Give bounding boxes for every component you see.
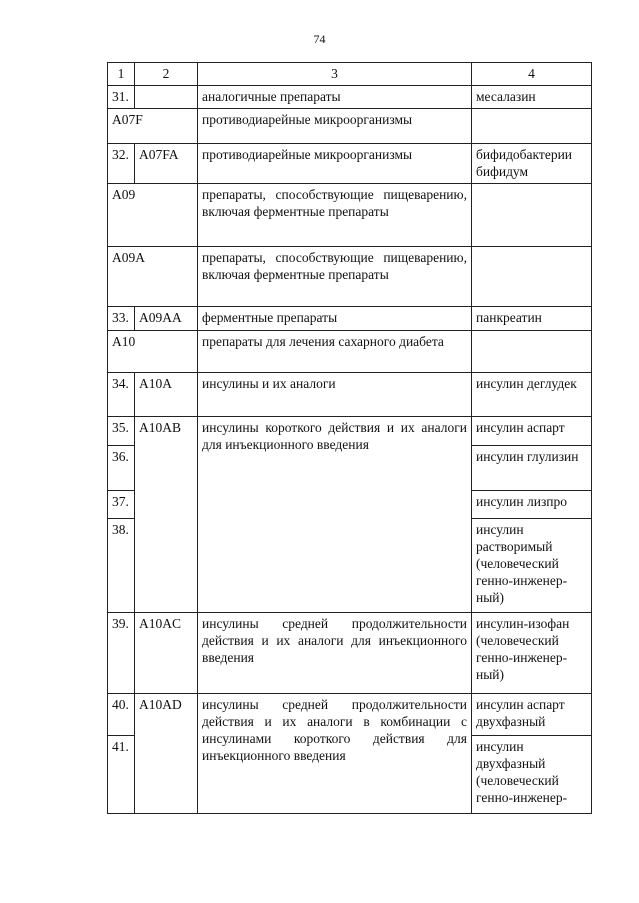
drug-name — [472, 184, 592, 247]
header-cell: 2 — [135, 63, 198, 86]
drug-name: инсулин двухфазный (человеческий генно-инженер- — [472, 736, 592, 814]
group-description: аналогичные препараты — [198, 86, 472, 109]
atc-code — [135, 86, 198, 109]
table-row — [108, 331, 592, 373]
drug-name: инсулин аспарт — [472, 417, 592, 446]
drug-name: инсулин аспарт двухфазный — [472, 694, 592, 736]
group-description: препараты для лечения сахарного диабета — [198, 331, 472, 373]
row-number: 41. — [108, 736, 135, 814]
drug-name — [472, 247, 592, 307]
table-row — [108, 109, 592, 144]
table-row — [108, 417, 592, 446]
group-description: инсулины средней продолжительности действия и их аналоги в комбинации с инсулинами короткого действия для инъекционного введения — [198, 694, 472, 814]
row-number: 36. — [108, 446, 135, 491]
table-row — [108, 86, 592, 109]
table-row — [108, 694, 592, 736]
table-row — [108, 144, 592, 184]
atc-code: A10AD — [135, 694, 198, 814]
row-number: 32. — [108, 144, 135, 184]
atc-code: A09A — [108, 247, 198, 307]
atc-code: A07F — [108, 109, 198, 144]
atc-code: A07FA — [135, 144, 198, 184]
drug-name: инсулин глулизин — [472, 446, 592, 491]
row-number: 39. — [108, 613, 135, 694]
drug-name — [472, 109, 592, 144]
drug-name: панкреатин — [472, 307, 592, 331]
group-description: инсулины и их аналоги — [198, 373, 472, 417]
row-number: 35. — [108, 417, 135, 446]
atc-code: A10A — [135, 373, 198, 417]
medication-table — [107, 62, 592, 814]
header-cell: 1 — [108, 63, 135, 86]
table-row — [108, 184, 592, 247]
table-row — [108, 373, 592, 417]
drug-name: инсулин лизпро — [472, 491, 592, 519]
group-description: препараты, способствующие пищеварению, включая ферментные препараты — [198, 247, 472, 307]
header-cell: 3 — [198, 63, 472, 86]
atc-code: A10 — [108, 331, 198, 373]
group-description: ферментные препараты — [198, 307, 472, 331]
atc-code: A09 — [108, 184, 198, 247]
drug-name: инсулин деглудек — [472, 373, 592, 417]
drug-name — [472, 331, 592, 373]
drug-name: инсулин-изофан (человеческий генно-инженер-ный) — [472, 613, 592, 694]
group-description: противодиарейные микроорганизмы — [198, 109, 472, 144]
row-number: 38. — [108, 519, 135, 613]
atc-code: A10AC — [135, 613, 198, 694]
row-number: 34. — [108, 373, 135, 417]
drug-name: месалазин — [472, 86, 592, 109]
atc-code: A10AB — [135, 417, 198, 613]
row-number: 37. — [108, 491, 135, 519]
header-cell: 4 — [472, 63, 592, 86]
row-number: 33. — [108, 307, 135, 331]
table-row — [108, 247, 592, 307]
group-description: инсулины короткого действия и их аналоги для инъекционного введения — [198, 417, 472, 613]
group-description: препараты, способствующие пищеварению, включая ферментные препараты — [198, 184, 472, 247]
atc-code: A09AA — [135, 307, 198, 331]
header-row — [108, 63, 592, 86]
drug-name: инсулин растворимый (человеческий генно-инженер-ный) — [472, 519, 592, 613]
row-number: 31. — [108, 86, 135, 109]
table-row — [108, 613, 592, 694]
group-description: инсулины средней продолжительности действия и их аналоги для инъекционного введения — [198, 613, 472, 694]
table-row — [108, 307, 592, 331]
group-description: противодиарейные микроорганизмы — [198, 144, 472, 184]
row-number: 40. — [108, 694, 135, 736]
page-number: 74 — [313, 32, 326, 46]
drug-name: бифидобактерии бифидум — [472, 144, 592, 184]
